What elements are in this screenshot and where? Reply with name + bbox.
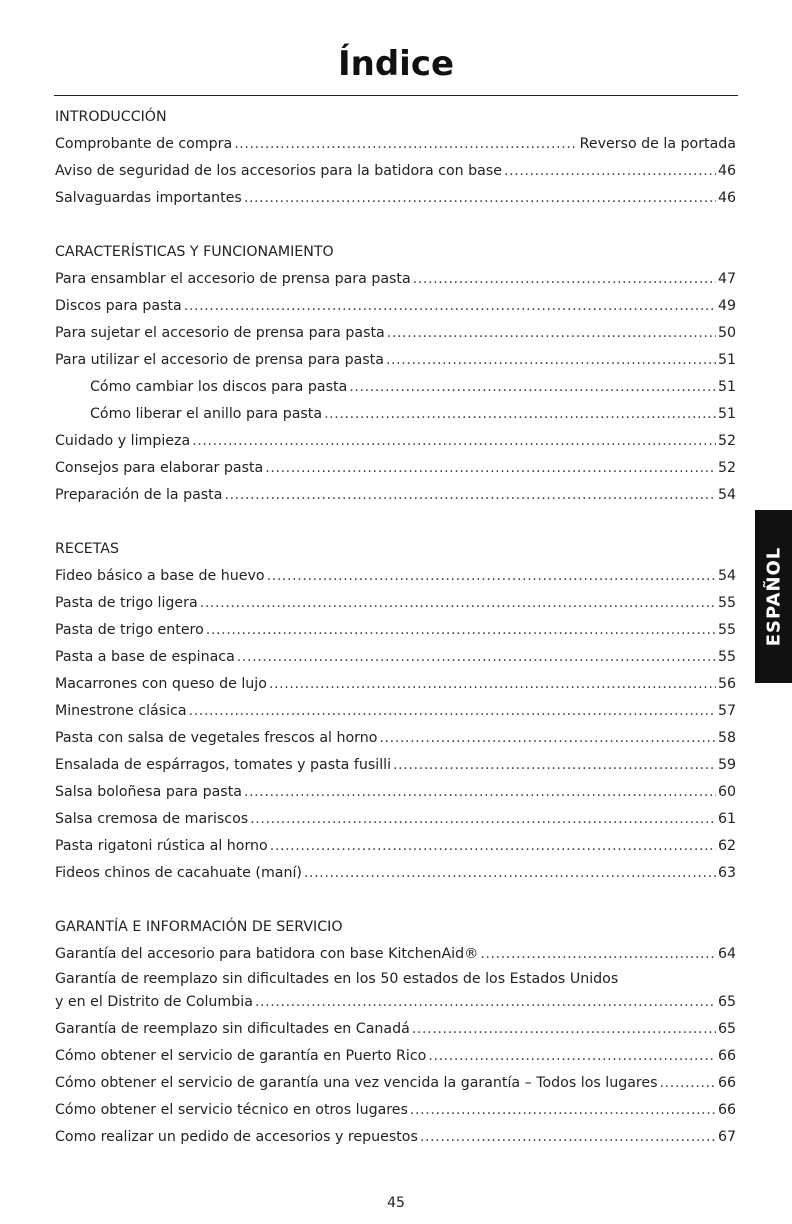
dot-leader <box>270 833 716 860</box>
toc-entry-page: 51 <box>717 379 736 395</box>
toc-entry[interactable] <box>55 1016 736 1043</box>
toc-entry-page: 49 <box>717 298 736 314</box>
toc-entry-title: Para ensamblar el accesorio de prensa para pasta <box>55 271 411 287</box>
toc-entry[interactable] <box>55 293 736 320</box>
dot-leader <box>184 293 716 320</box>
toc-entry-page: 55 <box>717 595 736 611</box>
table-of-contents <box>55 104 736 1151</box>
toc-entry-title: Consejos para elaborar pasta <box>55 460 264 476</box>
dot-leader <box>387 320 716 347</box>
toc-entry-title: Pasta de trigo ligera <box>55 595 198 611</box>
dot-leader <box>189 698 716 725</box>
toc-entry-title: Como realizar un pedido de accesorios y repuestos <box>55 1129 418 1145</box>
dot-leader <box>206 617 716 644</box>
toc-entry-title: Ensalada de espárragos, tomates y pasta fusilli <box>55 757 392 773</box>
toc-entry[interactable] <box>55 1124 736 1151</box>
toc-entry-title: Cómo liberar el anillo para pasta <box>90 406 323 422</box>
section-heading-caracteristicas: CARACTERÍSTICAS Y FUNCIONAMIENTO <box>55 244 334 260</box>
toc-entry-multiline[interactable] <box>55 968 736 1016</box>
toc-entry-page: 62 <box>717 838 736 854</box>
toc-entry-title: Garantía del accesorio para batidora con base KitchenAid® <box>55 946 479 962</box>
dot-leader <box>324 401 716 428</box>
toc-entry-page: 58 <box>717 730 736 746</box>
toc-entry-page: 61 <box>717 811 736 827</box>
toc-entry-title: Salsa cremosa de mariscos <box>55 811 249 827</box>
toc-entry[interactable] <box>55 185 736 212</box>
toc-entry-title: Pasta de trigo entero <box>55 622 204 638</box>
dot-leader <box>250 806 716 833</box>
dot-leader <box>428 1043 716 1070</box>
toc-entry[interactable] <box>55 347 736 374</box>
toc-entry-page: 56 <box>717 676 736 692</box>
dot-leader <box>410 1097 716 1124</box>
toc-entry-title: Cómo cambiar los discos para pasta <box>90 379 348 395</box>
toc-entry-title: Aviso de seguridad de los accesorios para la batidora con base <box>55 163 502 179</box>
toc-entry-page: 65 <box>717 994 736 1010</box>
dot-leader <box>420 1124 716 1151</box>
toc-entry-page: 60 <box>717 784 736 800</box>
dot-leader <box>234 131 577 158</box>
toc-entry-title: Para sujetar el accesorio de prensa para pasta <box>55 325 385 341</box>
toc-entry[interactable] <box>55 644 736 671</box>
toc-entry-title: Fideos chinos de cacahuate (maní) <box>55 865 302 881</box>
dot-leader <box>660 1070 716 1097</box>
page-title: Índice <box>337 44 455 84</box>
toc-entry-title: Garantía de reemplazo sin dificultades en Canadá <box>55 1021 410 1037</box>
toc-entry[interactable] <box>55 131 736 158</box>
language-side-tab-label: ESPAÑOL <box>763 546 785 647</box>
toc-subentry[interactable] <box>55 401 736 428</box>
toc-entry[interactable] <box>55 590 736 617</box>
toc-entry-page: 54 <box>717 487 736 503</box>
toc-entry-title: Preparación de la pasta <box>55 487 223 503</box>
toc-entry-page: 65 <box>717 1021 736 1037</box>
dot-leader <box>244 185 716 212</box>
title-divider <box>54 95 738 96</box>
toc-entry-title: Cómo obtener el servicio de garantía una vez vencida la garantía – Todos los lugares <box>55 1075 658 1091</box>
toc-entry-title-line1: Garantía de reemplazo sin dificultades en los 50 estados de los Estados Unidos <box>55 971 619 987</box>
dot-leader <box>413 266 716 293</box>
dot-leader <box>379 725 716 752</box>
toc-entry-page: 46 <box>717 163 736 179</box>
toc-entry-page: 51 <box>717 406 736 422</box>
dot-leader <box>255 991 716 1014</box>
dot-leader <box>504 158 716 185</box>
toc-entry-page: 55 <box>717 622 736 638</box>
toc-entry-page: 66 <box>717 1102 736 1118</box>
toc-entry-title: Macarrones con queso de lujo <box>55 676 267 692</box>
toc-entry[interactable] <box>55 671 736 698</box>
toc-entry-title: Pasta con salsa de vegetales frescos al horno <box>55 730 378 746</box>
toc-entry[interactable] <box>55 563 736 590</box>
dot-leader <box>200 590 716 617</box>
dot-leader <box>393 752 716 779</box>
toc-entry-title: Fideo básico a base de huevo <box>55 568 265 584</box>
toc-entry[interactable] <box>55 1097 736 1124</box>
toc-subentry[interactable] <box>55 374 736 401</box>
toc-entry-title: Para utilizar el accesorio de prensa para pasta <box>55 352 384 368</box>
toc-entry[interactable] <box>55 320 736 347</box>
toc-entry[interactable] <box>55 860 736 887</box>
toc-entry[interactable] <box>55 779 736 806</box>
page-number: 45 <box>387 1195 405 1211</box>
dot-leader <box>237 644 716 671</box>
language-side-tab <box>755 510 792 683</box>
toc-entry[interactable] <box>55 266 736 293</box>
dot-leader <box>304 860 716 887</box>
toc-entry-title: Minestrone clásica <box>55 703 187 719</box>
toc-entry-title: Pasta a base de espinaca <box>55 649 235 665</box>
toc-entry[interactable] <box>55 482 736 509</box>
dot-leader <box>265 455 716 482</box>
toc-entry-page: 46 <box>717 190 736 206</box>
toc-entry[interactable] <box>55 617 736 644</box>
dot-leader <box>192 428 716 455</box>
toc-entry-page: 52 <box>717 433 736 449</box>
toc-entry-page: 52 <box>717 460 736 476</box>
toc-entry-page: 47 <box>717 271 736 287</box>
toc-entry-page: 67 <box>717 1129 736 1145</box>
toc-entry[interactable] <box>55 941 736 968</box>
toc-entry-title: Comprobante de compra <box>55 136 233 152</box>
dot-leader <box>480 941 716 968</box>
toc-entry[interactable] <box>55 725 736 752</box>
toc-entry-page: 59 <box>717 757 736 773</box>
toc-entry-page: 64 <box>717 946 736 962</box>
dot-leader <box>224 482 715 509</box>
toc-entry-continuation <box>55 991 736 1016</box>
dot-leader <box>349 374 716 401</box>
section-spacer <box>55 212 736 239</box>
toc-entry-title: Cuidado y limpieza <box>55 433 191 449</box>
toc-entry-page: 54 <box>717 568 736 584</box>
toc-entry-page: 63 <box>717 865 736 881</box>
section-spacer <box>55 509 736 536</box>
toc-entry-title: Salsa boloñesa para pasta <box>55 784 242 800</box>
toc-entry[interactable] <box>55 833 736 860</box>
toc-entry[interactable] <box>55 698 736 725</box>
dot-leader <box>244 779 716 806</box>
toc-entry-title: Cómo obtener el servicio de garantía en Puerto Rico <box>55 1048 427 1064</box>
toc-entry-title: y en el Distrito de Columbia <box>55 994 253 1010</box>
toc-entry-title: Cómo obtener el servicio técnico en otros lugares <box>55 1102 408 1118</box>
toc-entry-title: Pasta rigatoni rústica al horno <box>55 838 268 854</box>
section-heading-garantia: GARANTÍA E INFORMACIÓN DE SERVICIO <box>55 919 343 935</box>
toc-entry[interactable] <box>55 158 736 185</box>
dot-leader <box>269 671 716 698</box>
toc-entry-page: 66 <box>717 1075 736 1091</box>
section-heading-recetas: RECETAS <box>55 541 119 557</box>
dot-leader <box>267 563 716 590</box>
section-spacer <box>55 887 736 914</box>
toc-entry-page: 57 <box>717 703 736 719</box>
toc-entry[interactable] <box>55 1043 736 1070</box>
dot-leader <box>412 1016 716 1043</box>
toc-entry[interactable] <box>55 752 736 779</box>
toc-entry-page: Reverso de la portada <box>579 136 736 152</box>
toc-entry-page: 55 <box>717 649 736 665</box>
toc-entry[interactable] <box>55 1070 736 1097</box>
toc-entry-page: 66 <box>717 1048 736 1064</box>
toc-entry-title: Salvaguardas importantes <box>55 190 242 206</box>
toc-entry-page: 50 <box>717 325 736 341</box>
toc-entry[interactable] <box>55 806 736 833</box>
dot-leader <box>386 347 716 374</box>
toc-entry-title: Discos para pasta <box>55 298 182 314</box>
toc-entry[interactable] <box>55 428 736 455</box>
toc-entry-page: 51 <box>717 352 736 368</box>
section-heading-introduccion: INTRODUCCIÓN <box>55 109 167 125</box>
toc-entry[interactable] <box>55 455 736 482</box>
